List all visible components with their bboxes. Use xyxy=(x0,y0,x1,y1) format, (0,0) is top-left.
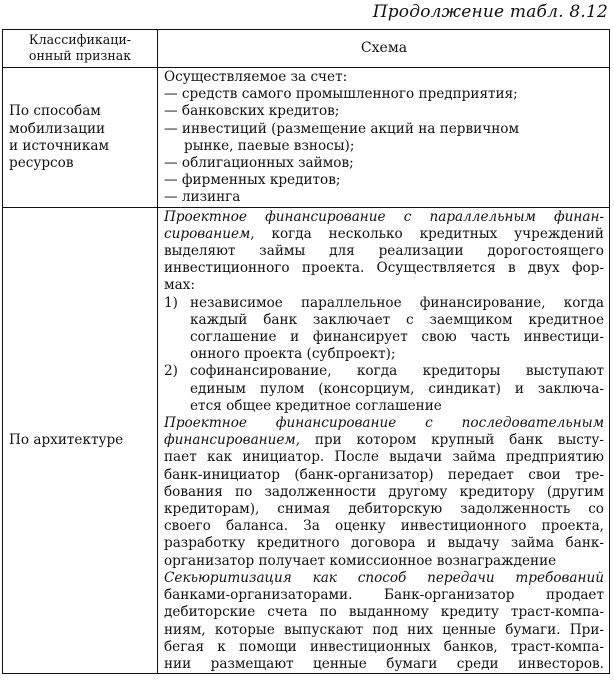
row1-label-line: и источникам xyxy=(9,137,110,154)
row2-p2-line: организатор получает комиссионное вознаграждение xyxy=(164,552,557,569)
row1-item-continuation: рынке, паевые взносы); xyxy=(184,137,355,154)
table-caption: Продолжение табл. 8.12 xyxy=(372,2,608,22)
row2-p3-line: Секьюритизация как способ передачи требований xyxy=(164,569,604,586)
list-line: каждый банк заключает с заемщиком кредитное xyxy=(190,311,604,328)
row2-p2-line: своего баланса. За оценку инвестиционного проекта, xyxy=(164,518,604,535)
row2-p2-line xyxy=(164,432,604,449)
row2-p3-line: дебиторские счета по выданному кредиту траст-компа- xyxy=(164,604,604,621)
row2-p1-line: мах: xyxy=(164,277,195,294)
list-number: 1) xyxy=(164,294,178,311)
header-col1-line1: Классификаци- xyxy=(28,32,132,47)
list-line: единым пулом (консорциум, синдикат) и заключа- xyxy=(190,380,604,397)
row1-label-line: По способам xyxy=(9,103,101,120)
list-number: 2) xyxy=(164,363,178,380)
row1-item: — банковских кредитов; xyxy=(164,103,340,120)
row2-p1-line: Проектное финансирование с параллельным финан- xyxy=(164,208,604,225)
row2-p2-line: разработку кредитного договора и выдачу займа банк- xyxy=(164,535,604,552)
row2-scheme-cell xyxy=(158,207,610,673)
row2-p3-line: ниям, которые выпускают под них ценные бумаги. При- xyxy=(164,621,604,638)
table-header-row xyxy=(3,30,610,68)
list-line: соглашение и финансирует свою часть инвестици- xyxy=(190,329,604,346)
classification-table xyxy=(2,29,610,674)
row1-intro: Осуществляемое за счет: xyxy=(164,69,348,85)
table-row-mobilization xyxy=(3,68,610,208)
row2-p1-line: инвестиционного проекта. Осуществляется в двух фор- xyxy=(164,260,604,277)
header-scheme: Схема xyxy=(158,30,610,68)
row1-item: — средств самого промышленного предприятия; xyxy=(164,86,518,103)
row1-item: — фирменных кредитов; xyxy=(164,172,341,189)
row2-list-item-1 xyxy=(164,295,604,364)
row1-label-cell xyxy=(3,68,158,208)
row2-p2-line: пает как инициатор. После выдачи займа предприятию xyxy=(164,449,604,466)
table-row-architecture xyxy=(3,207,610,673)
row1-scheme-cell xyxy=(158,68,610,208)
row2-p2-term-end: финансированием xyxy=(164,432,296,449)
row2-p2-line: Проектное финансирование с последовательным xyxy=(164,415,604,432)
row2-list-item-2 xyxy=(164,363,604,415)
row1-item: — лизинга xyxy=(164,189,241,206)
row2-p3-line: нии размещают ценные бумаги среди инвесторов. xyxy=(164,655,604,672)
row2-p2-line: кредиторам), снимая дебиторскую задолженность со xyxy=(164,501,604,518)
row1-label-line: мобилизации xyxy=(9,120,106,137)
row1-item: — инвестиций (размещение акций на первичном xyxy=(164,120,520,137)
row2-p1-text: , когда несколько кредитных учреждений xyxy=(250,225,604,242)
row2-p2-line: банк-инициатор (банк-организатор) передает свои тре- xyxy=(164,466,604,483)
row2-p3-line: банками-организаторами. Банк-организатор продает xyxy=(164,587,604,604)
row1-item: — облигационных займов; xyxy=(164,155,354,172)
row2-p1-line: выделяют займы для реализации дорогостоящего xyxy=(164,243,604,260)
row2-p1-term-end: сированием xyxy=(164,225,251,242)
row1-label-line: ресурсов xyxy=(9,155,74,172)
list-line: независимое параллельное финансирование, когда xyxy=(190,294,604,311)
row2-label-cell: По архитектуре xyxy=(3,207,158,673)
row2-p2-text: , при котором крупный банк высту- xyxy=(295,432,604,449)
header-col1-line2: онный признак xyxy=(28,48,132,63)
row2-p2-line: бования по задолженности другому кредитору (другим xyxy=(164,483,604,500)
list-line: ется общее кредитное соглашение xyxy=(190,397,442,414)
row2-p3-line: бегая к помощи инвестиционных банков, траст-компа- xyxy=(164,638,604,655)
row2-p1-line xyxy=(164,226,604,243)
list-line: онного проекта (субпроект); xyxy=(190,346,396,363)
list-line: софинансирование, когда кредиторы выступают xyxy=(190,363,604,380)
header-classification-feature xyxy=(3,30,158,68)
